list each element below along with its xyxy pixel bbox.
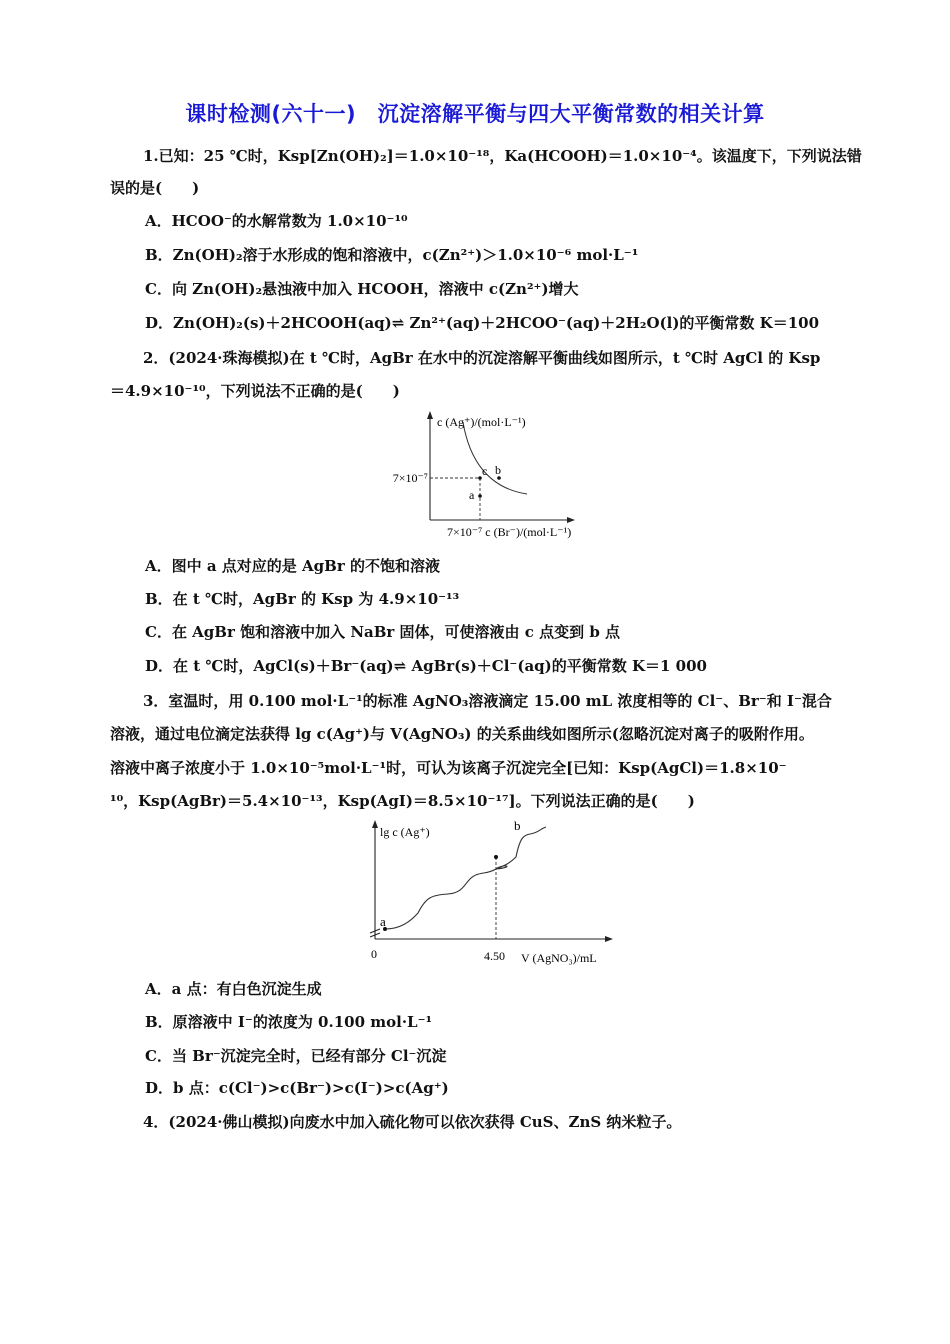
q3-curve [385, 827, 546, 929]
q1-option-a: A．HCOO⁻的水解常数为 1.0×10⁻¹⁰ [145, 212, 408, 230]
q2-label-c: c [482, 464, 488, 478]
q2-y-arrow [427, 411, 433, 419]
q2-figure [375, 408, 615, 548]
q3-x-label: V (AgNO₃)/mL [521, 951, 597, 965]
q2-option-c: C．在 AgBr 饱和溶液中加入 NaBr 固体，可使溶液由 c 点变到 b 点 [145, 623, 621, 641]
q3-x-arrow [605, 936, 613, 942]
q2-option-a: A．图中 a 点对应的是 AgBr 的不饱和溶液 [145, 557, 440, 575]
q3-option-c: C．当 Br⁻沉淀完全时，已经有部分 Cl⁻沉淀 [145, 1047, 447, 1065]
q2-label-b: b [495, 463, 501, 477]
q1-option-b: B．Zn(OH)₂溶于水形成的饱和溶液中，c(Zn²⁺)＞1.0×10⁻⁶ mol·L⁻¹ [145, 246, 639, 264]
q3-stem-line-2: 溶液，通过电位滴定法获得 lg c(Ag⁺)与 V(AgNO₃) 的关系曲线如图所示(忽略沉淀对离子的吸附作用。 [110, 725, 814, 743]
q2-y-tick: 7×10⁻⁷ [392, 471, 428, 485]
q3-option-a: A．a 点：有白色沉淀生成 [145, 980, 322, 998]
q3-label-a: a [380, 914, 386, 929]
q3-figure [360, 817, 630, 972]
q2-y-label: c (Ag⁺)/(mol·L⁻¹) [437, 415, 526, 429]
q2-stem-line-1: 2．(2024·珠海模拟)在 t ℃时，AgBr 在水中的沉淀溶解平衡曲线如图所示，t ℃时 AgCl 的 Ksp [143, 349, 821, 367]
q2-option-b: B．在 t ℃时，AgBr 的 Ksp 为 4.9×10⁻¹³ [145, 590, 460, 608]
q3-x-tick: 4.50 [484, 949, 505, 963]
q1-stem-line-1: 1.已知：25 ℃时，Ksp[Zn(OH)₂]＝1.0×10⁻¹⁸，Ka(HCOOH)＝1.0×10⁻⁴。该温度下，下列说法错 [143, 147, 862, 165]
q3-y-arrow [372, 820, 378, 828]
q3-option-b: B．原溶液中 I⁻的浓度为 0.100 mol·L⁻¹ [145, 1013, 433, 1031]
page-title: 课时检测(六十一) 沉淀溶解平衡与四大平衡常数的相关计算 [185, 102, 765, 126]
q2-option-d: D．在 t ℃时，AgCl(s)＋Br⁻(aq)⇌ AgBr(s)＋Cl⁻(aq)的平衡常数 K＝1 000 [145, 657, 707, 675]
q2-stem-line-2: ＝4.9×10⁻¹⁰，下列说法不正确的是( ) [110, 382, 400, 400]
q2-curve [463, 422, 527, 494]
q1-option-d: D．Zn(OH)₂(s)＋2HCOOH(aq)⇌ Zn²⁺(aq)＋2HCOO⁻(aq)＋2H₂O(l)的平衡常数 K＝100 [145, 314, 820, 332]
q2-x-label: 7×10⁻⁷ c (Br⁻)/(mol·L⁻¹) [447, 525, 572, 539]
q3-label-b: b [514, 818, 521, 833]
q3-y-label: lg c (Ag⁺) [380, 825, 430, 839]
q2-point-a [478, 494, 482, 498]
q3-stem-line-1: 3．室温时，用 0.100 mol·L⁻¹的标准 AgNO₃溶液滴定 15.00 mL 浓度相等的 Cl⁻、Br⁻和 I⁻混合 [143, 692, 832, 710]
q3-stem-line-4: ¹⁰，Ksp(AgBr)＝5.4×10⁻¹³，Ksp(AgI)＝8.5×10⁻¹⁷]。下列说法正确的是( ) [110, 792, 695, 810]
q2-x-arrow [567, 517, 575, 523]
q1-option-c: C．向 Zn(OH)₂悬浊液中加入 HCOOH，溶液中 c(Zn²⁺)增大 [145, 280, 579, 298]
q3-point-equiv [494, 855, 498, 859]
q4-stem-line-1: 4．(2024·佛山模拟)向废水中加入硫化物可以依次获得 CuS、ZnS 纳米粒子。 [143, 1113, 682, 1131]
q1-stem-line-2: 误的是( ) [110, 179, 200, 197]
q3-origin: 0 [371, 947, 377, 961]
q3-stem-line-3: 溶液中离子浓度小于 1.0×10⁻⁵mol·L⁻¹时，可认为该离子沉淀完全[已知：Ksp(AgCl)＝1.8×10⁻ [110, 759, 787, 777]
q3-option-d: D．b 点：c(Cl⁻)>c(Br⁻)>c(I⁻)>c(Ag⁺) [145, 1079, 449, 1097]
q2-label-a: a [469, 488, 475, 502]
